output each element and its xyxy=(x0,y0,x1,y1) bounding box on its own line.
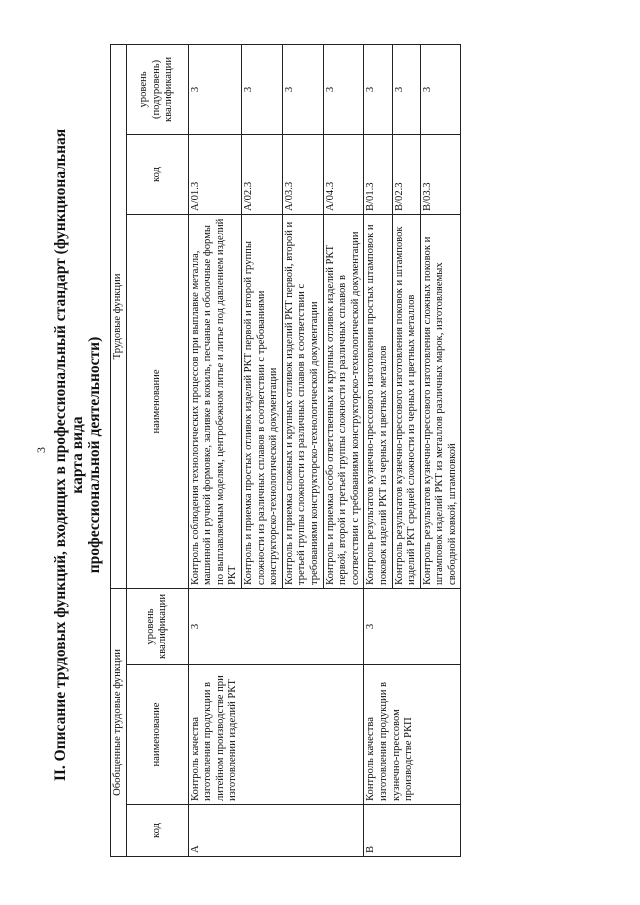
function-level: 3 xyxy=(282,44,323,134)
function-name: Контроль результатов кузнечно-прессового изготовления поковок и штамповок изделий РКТ средней сложности из черных и цветных металлов xyxy=(392,214,420,588)
function-level: 3 xyxy=(241,44,282,134)
function-level: 3 xyxy=(323,44,364,134)
group-code: В xyxy=(364,805,461,857)
group-level: 3 xyxy=(188,588,364,664)
function-level: 3 xyxy=(188,44,241,134)
table-row xyxy=(188,44,241,856)
header-function-level: уровень (подуровень) квалификации xyxy=(126,44,188,134)
header-labor-functions: Трудовые функции xyxy=(111,44,127,588)
function-code: B/01.3 xyxy=(364,134,392,214)
function-code: A/01.3 xyxy=(188,134,241,214)
header-function-name: наименование xyxy=(126,214,188,588)
function-code: B/02.3 xyxy=(392,134,420,214)
header-function-code: код xyxy=(126,134,188,214)
table-row xyxy=(364,44,392,856)
header-generalized-functions: Обобщенные трудовые функции xyxy=(111,588,127,856)
function-code: A/04.3 xyxy=(323,134,364,214)
header-name: наименование xyxy=(126,665,188,805)
function-level: 3 xyxy=(392,44,420,134)
group-code: А xyxy=(188,805,364,857)
functions-table xyxy=(110,44,461,857)
group-name: Контроль качества изготовления продукции в литейном производстве при изготовлении изделий РКТ xyxy=(188,665,364,805)
function-level: 3 xyxy=(364,44,392,134)
function-code: A/02.3 xyxy=(241,134,282,214)
function-code: A/03.3 xyxy=(282,134,323,214)
title-line-2: профессиональной деятельности) xyxy=(86,336,103,574)
header-code: код xyxy=(126,805,188,857)
function-name: Контроль и приемка простых отливок изделий РКТ первой и второй группы сложности из различных сплавов в соответствии с требованиями конструкторско-технологической документации xyxy=(241,214,282,588)
function-name: Контроль результатов кузнечно-прессового изготовления сложных поковок и штамповок изделий РКТ из металлов различных марок, изготовляемых свободной ковкой, штамповкой xyxy=(420,214,461,588)
title-line-1: II. Описание трудовых функций, входящих в профессиональный стандарт (функциональная карта вида xyxy=(52,128,86,782)
section-title xyxy=(52,115,103,795)
function-name: Контроль и приемка особо ответственных и крупных отливок изделий РКТ первой, второй и третьей группы сложности из различных сплавов в соответствии с требованиями конструкторско-технологической документации xyxy=(323,214,364,588)
group-level: 3 xyxy=(364,588,461,664)
function-name: Контроль результатов кузнечно-прессового изготовления простых штамповок и поковок изделий РКТ из черных и цветных металлов xyxy=(364,214,392,588)
function-name: Контроль соблюдения технологических процессов при выплавке металла, машинной и ручной формовке, заливке в кокиль, песчаные и оболочные формы по выплавляемым моделям, центробежном литье и литье под давлением изделий РКТ xyxy=(188,214,241,588)
header-level: уровень квалификации xyxy=(126,588,188,664)
function-level: 3 xyxy=(420,44,461,134)
function-code: B/03.3 xyxy=(420,134,461,214)
page-number: 3 xyxy=(34,447,48,453)
function-name: Контроль и приемка сложных и крупных отливок изделий РКТ первой, второй и третьей группы сложности из различных сплавов в соответствии с требованиями конструкторско-технологической документации xyxy=(282,214,323,588)
group-name: Контроль качества изготовления продукции в кузнечно-прессовом производстве РКП xyxy=(364,665,461,805)
